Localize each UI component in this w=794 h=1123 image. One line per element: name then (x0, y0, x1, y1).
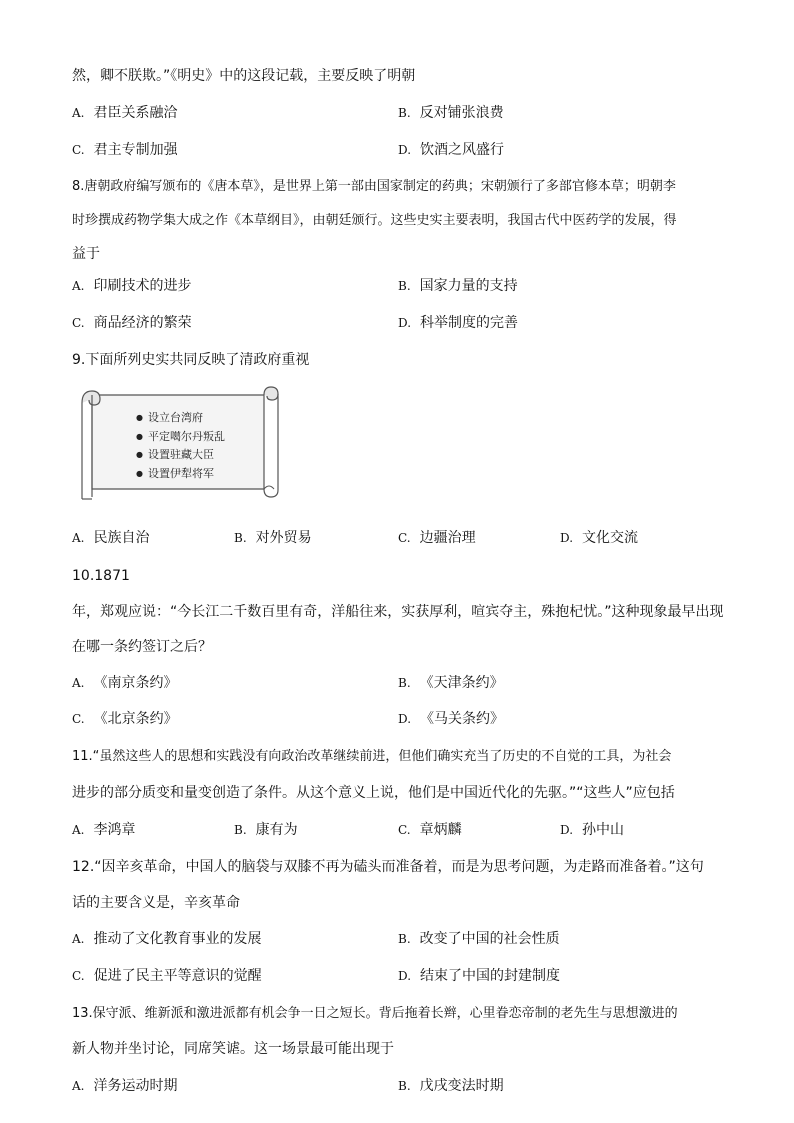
q8-stem-line2: 时珍撰成药物学集大成之作《本草纲目》，由朝廷颁行。这些史实主要表明，我国古代中医药学的发展，得 (72, 213, 677, 228)
q11-stem-line1: 11.“虽然这些人的思想和实践没有向政治改革继续前进，但他们确实充当了历史的不自觉的工具，为社会 (72, 749, 672, 764)
scroll-item: ● 设置驻藏大臣 (136, 446, 225, 465)
q13-option-b[interactable]: B. 戊戌变法时期 (398, 1078, 504, 1094)
q12-stem-line1: 12.“因辛亥革命，中国人的脑袋与双膝不再为磕头而准备着，而是为思考问题，为走路而准备着。”这句 (72, 859, 704, 875)
q9-option-c[interactable]: C. 边疆治理 (398, 530, 476, 546)
q8-stem-line3: 益于 (72, 246, 100, 262)
q7-stem: 然，卿不朕欺。”《明史》中的这段记载，主要反映了明朝 (72, 68, 416, 84)
q12-option-a[interactable]: A. 推动了文化教育事业的发展 (72, 931, 262, 947)
q11-option-a[interactable]: A. 李鸿章 (72, 822, 136, 838)
q7-option-d[interactable]: D. 饮酒之风盛行 (398, 142, 505, 158)
q7-option-b[interactable]: B. 反对铺张浪费 (398, 105, 504, 121)
q8-option-b[interactable]: B. 国家力量的支持 (398, 278, 518, 294)
q8-stem-line1: 8.唐朝政府编写颁布的《唐本草》，是世界上第一部由国家制定的药典；宋朝颁行了多部官修本草；明朝李 (72, 179, 676, 194)
q10-option-b[interactable]: B. 《天津条约》 (398, 675, 504, 691)
q12-option-d[interactable]: D. 结束了中国的封建制度 (398, 968, 561, 984)
q10-option-a[interactable]: A. 《南京条约》 (72, 675, 178, 691)
q12-option-b[interactable]: B. 改变了中国的社会性质 (398, 931, 560, 947)
q13-option-a[interactable]: A. 洋务运动时期 (72, 1078, 178, 1094)
q11-option-d[interactable]: D. 孙中山 (560, 822, 625, 838)
q9-option-a[interactable]: A. 民族自治 (72, 530, 150, 546)
q13-stem-line2: 新人物并坐讨论，同席笑谑。这一场景最可能出现于 (72, 1041, 394, 1057)
q7-option-a[interactable]: A. 君臣关系融洽 (72, 105, 178, 121)
q11-stem-line2: 进步的部分质变和量变创造了条件。从这个意义上说，他们是中国近代化的先驱。”“这些人”应包括 (72, 785, 675, 801)
q10-stem-line2: 年，郑观应说：“今长江二千数百里有奇，洋船往来，实获厚利，喧宾夺主，殊抱杞忧。”这种现象最早出现 (72, 604, 724, 620)
scroll-item: ● 设置伊犁将军 (136, 465, 225, 484)
q11-option-c[interactable]: C. 章炳麟 (398, 822, 462, 838)
q7-option-c[interactable]: C. 君主专制加强 (72, 142, 178, 158)
q11-option-b[interactable]: B. 康有为 (234, 822, 298, 838)
q13-stem-line1: 13.保守派、维新派和激进派都有机会争一日之短长。背后拖着长辫，心里眷恋帝制的老先生与思想激进的 (72, 1006, 678, 1021)
q12-option-c[interactable]: C. 促进了民主平等意识的觉醒 (72, 968, 262, 984)
q9-option-b[interactable]: B. 对外贸易 (234, 530, 312, 546)
q10-option-d[interactable]: D. 《马关条约》 (398, 711, 505, 727)
scroll-item: ● 设立台湾府 (136, 409, 225, 428)
q8-option-d[interactable]: D. 科举制度的完善 (398, 315, 519, 331)
scroll-item: ● 平定噶尔丹叛乱 (136, 428, 225, 447)
scroll-figure (78, 385, 280, 503)
q10-option-c[interactable]: C. 《北京条约》 (72, 711, 178, 727)
q10-stem-line1: 10.1871 (72, 568, 130, 584)
q12-stem-line2: 话的主要含义是，辛亥革命 (72, 895, 240, 911)
scroll-list (136, 409, 225, 483)
q10-stem-line3: 在哪一条约签订之后？ (72, 639, 212, 655)
q9-stem: 9.下面所列史实共同反映了清政府重视 (72, 352, 310, 368)
q8-option-a[interactable]: A. 印刷技术的进步 (72, 278, 192, 294)
q9-option-d[interactable]: D. 文化交流 (560, 530, 639, 546)
q8-option-c[interactable]: C. 商品经济的繁荣 (72, 315, 192, 331)
